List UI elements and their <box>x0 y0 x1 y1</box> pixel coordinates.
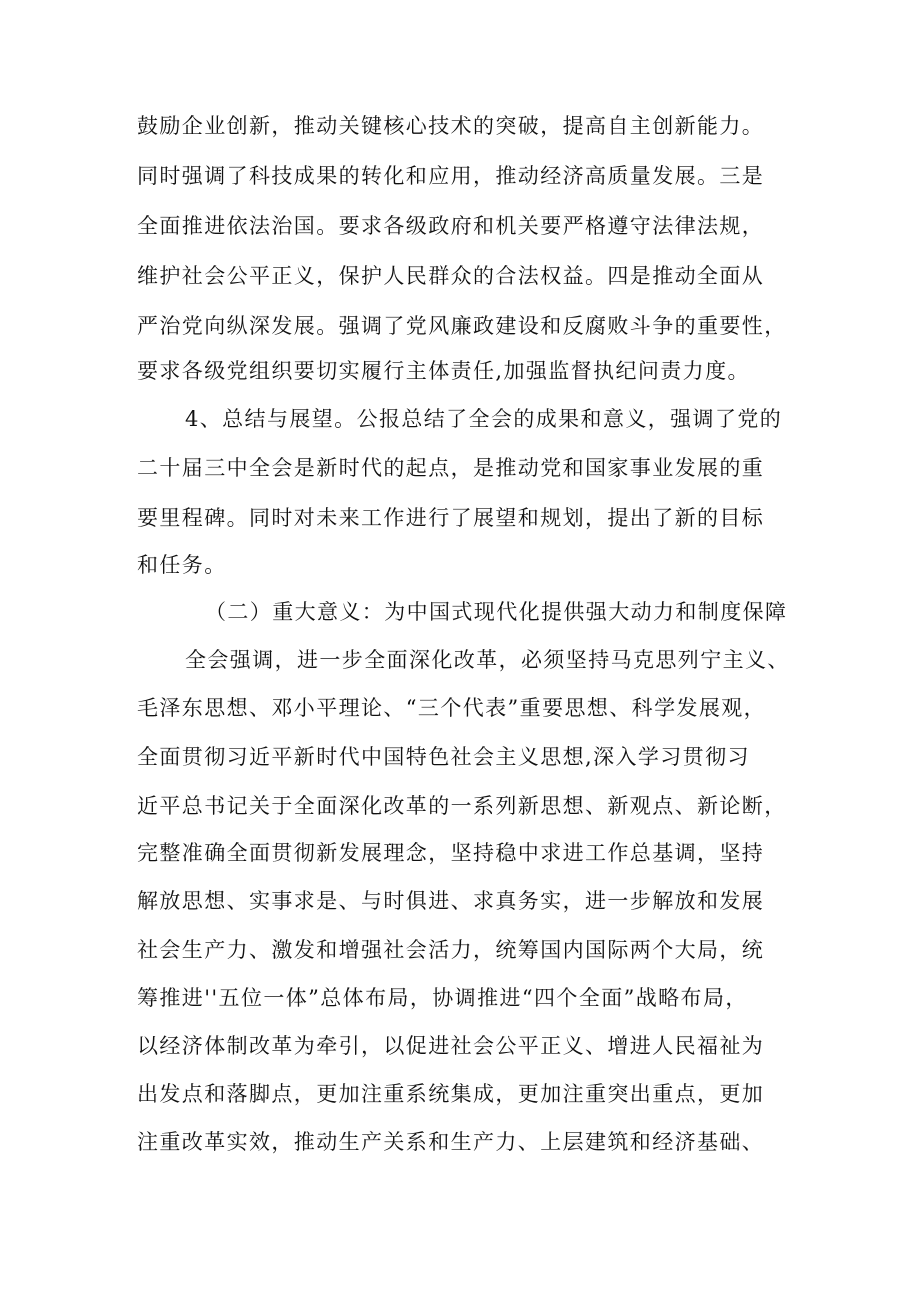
text-line-2: 同时强调了科技成果的转化和应用，推动经济高质量发展。三是 <box>137 164 765 188</box>
text-line-5: 严治党向纵深发展。强调了党风廉政建设和反腐败斗争的重要性， <box>137 314 787 338</box>
text-line-6: 要求各级党组织要切实履行主体责任,加强监督执纪问责力度。 <box>137 359 750 383</box>
text-line-19: 筹推进''五位一体”总体布局，协调推进“四个全面”战略布局， <box>137 986 748 1010</box>
text-line-9: 要里程碑。同时对未来工作进行了展望和规划，提出了新的目标 <box>137 506 765 530</box>
text-line-14: 全面贯彻习近平新时代中国特色社会主义思想,深入学习贯彻习 <box>137 745 750 769</box>
text-line-21: 出发点和落脚点，更加注重系统集成，更加注重突出重点，更加 <box>137 1082 765 1106</box>
text-line-8: 二十届三中全会是新时代的起点，是推动党和国家事业发展的重 <box>137 456 765 480</box>
text-line-16: 完整准确全面贯彻新发展理念，坚持稳中求进工作总基调，坚持 <box>137 841 765 865</box>
text-line-4: 维护社会公平正义，保护人民群众的合法权益。四是推动全面从 <box>137 264 765 288</box>
text-line-17: 解放思想、实事求是、与时俱进、求真务实，进一步解放和发展 <box>137 889 765 913</box>
section-4-start: 4、总结与展望。公报总结了全会的成果和意义，强调了党的 <box>185 407 783 431</box>
text-line-3: 全面推进依法治国。要求各级政府和机关要严格遵守法律法规， <box>137 214 765 238</box>
text-line-1: 鼓励企业创新，推动关键核心技术的突破，提高自主创新能力。 <box>137 114 765 138</box>
text-line-18: 社会生产力、激发和增强社会活力，统筹国内国际两个大局，统 <box>137 938 765 962</box>
paragraph-start: 全会强调，进一步全面深化改革，必须坚持马克思列宁主义、 <box>185 648 790 672</box>
section-heading: （二）重大意义：为中国式现代化提供强大动力和制度保障 <box>205 600 788 624</box>
text-line-22: 注重改革实效，推动生产关系和生产力、上层建筑和经济基础、 <box>137 1130 765 1154</box>
text-line-15: 近平总书记关于全面深化改革的一系列新思想、新观点、新论断， <box>137 794 787 818</box>
text-line-13: 毛泽东思想、邓小平理论、“三个代表”重要思想、科学发展观， <box>137 696 767 720</box>
text-line-20: 以经济体制改革为牵引，以促进社会公平正义、增进人民福祉为 <box>137 1034 765 1058</box>
text-line-10: 和任务。 <box>137 553 227 577</box>
